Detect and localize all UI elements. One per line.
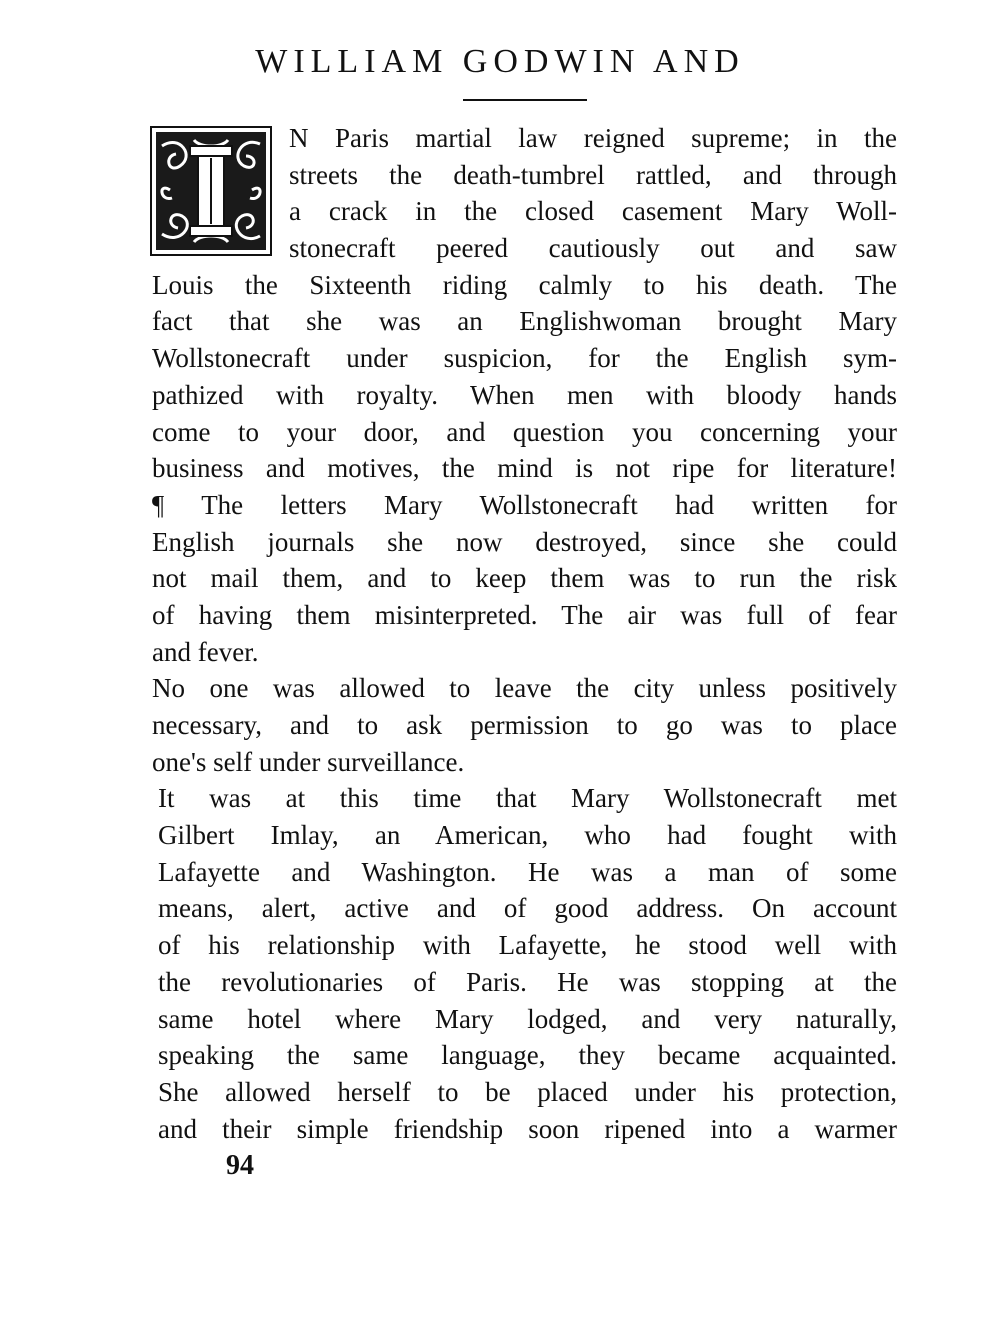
text-line: fact that she was an Englishwoman brought Mary: [152, 306, 897, 337]
page-number: 94: [226, 1150, 254, 1181]
text-line: English journals she now destroyed, since she could: [152, 526, 897, 557]
text-line: not mail them, and to keep them was to run the risk: [152, 563, 897, 594]
text-line: Wollstonecraft under suspicion, for the English sym-: [152, 343, 897, 374]
text-line: and their simple friendship soon ripened into a warmer: [158, 1113, 897, 1144]
text-line: streets the death-tumbrel rattled, and through: [289, 159, 897, 190]
text-line: stonecraft peered cautiously out and saw: [289, 233, 897, 264]
text-line: come to your door, and question you concerning your: [152, 416, 897, 447]
text-line: means, alert, active and of good address. On account: [158, 893, 897, 924]
text-line: of his relationship with Lafayette, he stood well with: [158, 930, 897, 961]
text-line: a crack in the closed casement Mary Woll-: [289, 196, 897, 227]
body-text: [152, 120, 897, 1147]
text-line: and fever.: [152, 636, 259, 667]
text-line: Gilbert Imlay, an American, who had fought with: [158, 820, 897, 851]
text-line: N Paris martial law reigned supreme; in the: [289, 123, 897, 153]
text-line: of having them misinterpreted. The air was full of fear: [152, 599, 897, 630]
text-line: Louis the Sixteenth riding calmly to his death. The: [152, 269, 897, 300]
text-line: She allowed herself to be placed under his protection,: [158, 1076, 897, 1107]
text-line: same hotel where Mary lodged, and very naturally,: [158, 1003, 897, 1034]
header-rule: [463, 99, 587, 101]
text-line: pathized with royalty. When men with bloody hands: [152, 379, 897, 410]
text-line: one's self under surveillance.: [152, 746, 465, 777]
text-line: the revolutionaries of Paris. He was stopping at the: [158, 966, 897, 997]
text-line: business and motives, the mind is not ripe for literature!: [152, 453, 897, 484]
text-line: No one was allowed to leave the city unless positively: [152, 673, 897, 704]
text-line: ¶ The letters Mary Wollstonecraft had written for: [152, 489, 897, 520]
running-header: WILLIAM GODWIN AND: [255, 43, 745, 80]
text-line: necessary, and to ask permission to go was to place: [152, 710, 897, 740]
text-line: Lafayette and Washington. He was a man of some: [158, 856, 897, 887]
text-line: speaking the same language, they became acquainted.: [158, 1040, 897, 1071]
text-line: It was at this time that Mary Wollstonecraft met: [158, 783, 897, 814]
